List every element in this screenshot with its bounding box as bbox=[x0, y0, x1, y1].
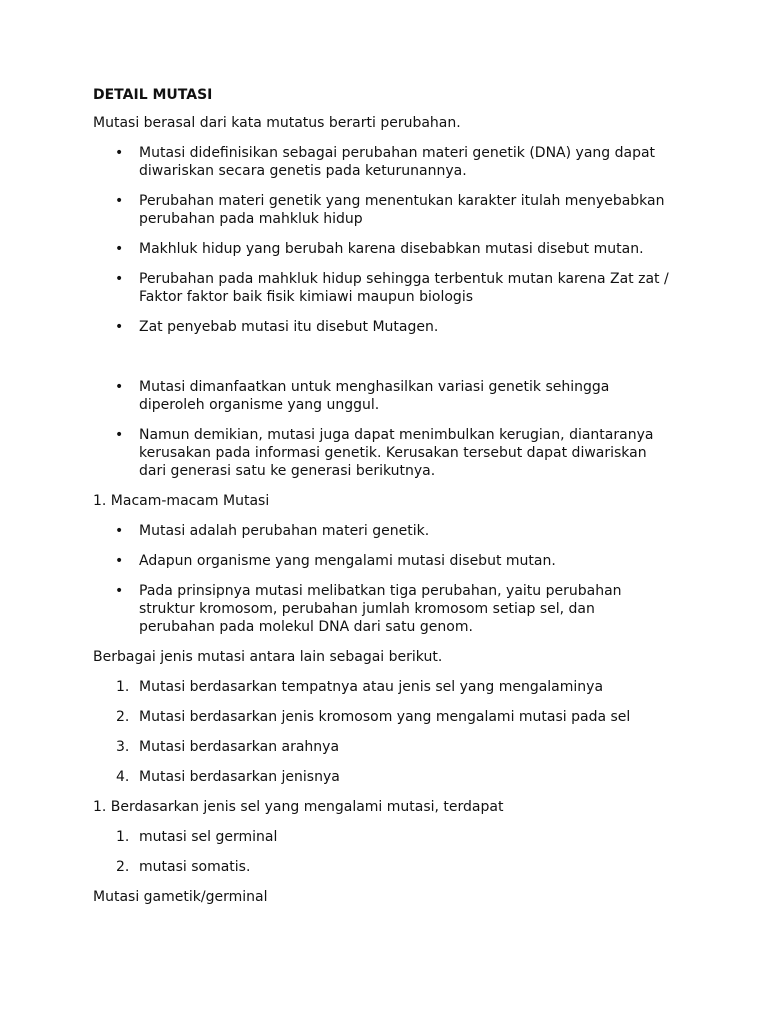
list-number: 2. bbox=[116, 709, 130, 725]
list-item bbox=[93, 426, 673, 480]
list-item bbox=[93, 582, 673, 636]
list-item bbox=[93, 708, 673, 726]
list-item-text: Makhluk hidup yang berubah karena disebabkan mutasi disebut mutan. bbox=[139, 241, 644, 257]
list-number: 3. bbox=[116, 739, 130, 755]
list-item-text: Mutasi adalah perubahan materi genetik. bbox=[139, 523, 430, 539]
bullet-list-effects bbox=[93, 378, 673, 480]
bullet-list-definition bbox=[93, 144, 673, 336]
list-item-text: Mutasi dimanfaatkan untuk menghasilkan variasi genetik sehingga diperoleh organisme yang unggul. bbox=[139, 379, 610, 413]
list-item-text: mutasi sel germinal bbox=[139, 829, 278, 845]
numbered-list-cell-types bbox=[93, 828, 673, 876]
bullet-list-macam bbox=[93, 522, 673, 636]
list-item bbox=[93, 318, 673, 336]
bullet-icon: • bbox=[115, 523, 124, 539]
list-item-text: Zat penyebab mutasi itu disebut Mutagen. bbox=[139, 319, 439, 335]
section-heading-cell-type: 1. Berdasarkan jenis sel yang mengalami mutasi, terdapat bbox=[93, 799, 504, 815]
bullet-icon: • bbox=[115, 427, 124, 443]
types-intro-paragraph: Berbagai jenis mutasi antara lain sebagai berikut. bbox=[93, 649, 443, 665]
list-item bbox=[93, 378, 673, 414]
list-item bbox=[93, 738, 673, 756]
numbered-list-types bbox=[93, 678, 673, 786]
list-item-text: Mutasi didefinisikan sebagai perubahan materi genetik (DNA) yang dapat diwariskan secara genetis pada keturunannya. bbox=[139, 145, 656, 179]
list-item-text: mutasi somatis. bbox=[139, 859, 251, 875]
list-item-text: Mutasi berdasarkan jenisnya bbox=[139, 769, 340, 785]
list-item bbox=[93, 768, 673, 786]
section-heading-macam: 1. Macam-macam Mutasi bbox=[93, 493, 270, 509]
list-item-text: Mutasi berdasarkan jenis kromosom yang mengalami mutasi pada sel bbox=[139, 709, 631, 725]
bullet-icon: • bbox=[115, 271, 124, 287]
list-item bbox=[93, 240, 673, 258]
list-item-text: Pada prinsipnya mutasi melibatkan tiga perubahan, yaitu perubahan struktur kromosom, perubahan jumlah kromosom setiap sel, dan perubahan pada molekul DNA dari satu genom. bbox=[139, 583, 622, 635]
document-page bbox=[93, 86, 673, 918]
list-number: 1. bbox=[116, 679, 130, 695]
list-item-text: Mutasi berdasarkan tempatnya atau jenis sel yang mengalaminya bbox=[139, 679, 604, 695]
bullet-icon: • bbox=[115, 583, 124, 599]
intro-paragraph: Mutasi berasal dari kata mutatus berarti perubahan. bbox=[93, 115, 461, 131]
bullet-icon: • bbox=[115, 319, 124, 335]
list-item bbox=[93, 552, 673, 570]
list-item-text: Perubahan pada mahkluk hidup sehingga terbentuk mutan karena Zat zat / Faktor faktor baik fisik kimiawi maupun biologis bbox=[139, 271, 669, 305]
list-item bbox=[93, 144, 673, 180]
list-number: 1. bbox=[116, 829, 130, 845]
bullet-icon: • bbox=[115, 145, 124, 161]
list-item bbox=[93, 858, 673, 876]
spacer bbox=[93, 348, 673, 378]
document-title: DETAIL MUTASI bbox=[93, 87, 213, 103]
list-item-text: Adapun organisme yang mengalami mutasi disebut mutan. bbox=[139, 553, 556, 569]
list-item bbox=[93, 828, 673, 846]
list-item bbox=[93, 192, 673, 228]
list-item-text: Perubahan materi genetik yang menentukan karakter itulah menyebabkan perubahan pada mahkluk hidup bbox=[139, 193, 665, 227]
bullet-icon: • bbox=[115, 553, 124, 569]
bullet-icon: • bbox=[115, 379, 124, 395]
list-number: 2. bbox=[116, 859, 130, 875]
closing-paragraph: Mutasi gametik/germinal bbox=[93, 889, 268, 905]
list-item-text: Namun demikian, mutasi juga dapat menimbulkan kerugian, diantaranya kerusakan pada informasi genetik. Kerusakan tersebut dapat diwariskan dari generasi satu ke generasi berikutnya. bbox=[139, 427, 654, 479]
bullet-icon: • bbox=[115, 193, 124, 209]
list-item bbox=[93, 522, 673, 540]
list-item-text: Mutasi berdasarkan arahnya bbox=[139, 739, 340, 755]
list-number: 4. bbox=[116, 769, 130, 785]
list-item bbox=[93, 270, 673, 306]
bullet-icon: • bbox=[115, 241, 124, 257]
list-item bbox=[93, 678, 673, 696]
